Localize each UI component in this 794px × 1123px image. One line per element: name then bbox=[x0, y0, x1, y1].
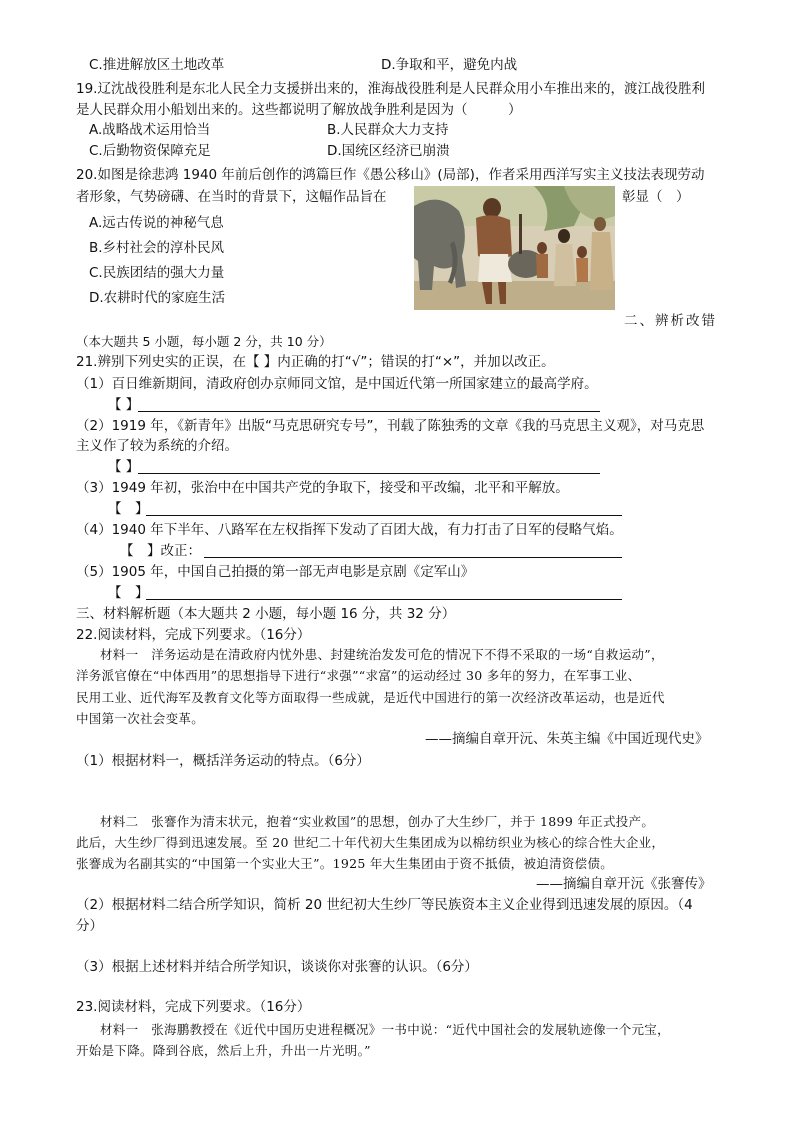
q21-item-2-answer-line[interactable] bbox=[138, 473, 600, 474]
q18-option-c: C.推进解放区土地改革 bbox=[89, 57, 225, 73]
q21-item-2-line2: 主义作了较为系统的介绍。 bbox=[76, 438, 238, 454]
q20-stem-line1: 20.如图是徐悲鸿 1940 年前后创作的鸿篇巨作《愚公移山》(局部)，作者采用西洋写实主义技法表现劳动 bbox=[76, 167, 705, 183]
q21-item-2-bracket: 【 】 bbox=[108, 459, 140, 475]
q23-material1-line2: 开始是下降。降到谷底，然后上升，升出一片光明。” bbox=[76, 1043, 371, 1058]
q19-option-d: D.国统区经济已崩溃 bbox=[327, 143, 450, 159]
q22-material1-source: ——摘编自章开沅、朱英主编《中国近现代史》 bbox=[425, 731, 709, 747]
q19-option-c: C.后勤物资保障充足 bbox=[89, 143, 211, 159]
section3-title: 三、材料解析题（本大题共 2 小题，每小题 16 分，共 32 分） bbox=[76, 606, 456, 622]
q19-stem-line1: 19.辽沈战役胜利是东北人民全力支援拼出来的，淮海战役胜利是人民群众用小车推出来的，渡江战役胜利 bbox=[76, 81, 705, 97]
q21-item-2-line1: （2）1919 年，《新青年》出版“马克思研究专号”，刊载了陈独秀的文章《我的马克思主义观》，对马克思 bbox=[76, 418, 705, 434]
q22-material2-line2: 此后，大生纱厂得到迅速发展。至 20 世纪二十年代初大生集团成为以棉纺织业为核心的综合性大企业， bbox=[76, 835, 665, 850]
q21-item-4: （4）1940 年下半年、八路军在左权指挥下发动了百团大战，有力打击了日军的侵略气焰。 bbox=[76, 522, 623, 538]
q23-stem: 23.阅读材料，完成下列要求。（16分） bbox=[76, 999, 311, 1015]
q21-item-5-answer-line[interactable] bbox=[146, 599, 622, 600]
q21-item-3: （3）1949 年初，张治中在中国共产党的争取下，接受和平改编，北平和平解放。 bbox=[76, 480, 569, 496]
q22-material1-line2: 洋务派官僚在“中体西用”的思想指导下进行“求强”“求富”的运动经过 30 多年的努力，在军事工业、 bbox=[76, 668, 641, 683]
q20-option-b: B.乡村社会的淳朴民风 bbox=[89, 240, 225, 256]
q22-material2-source: ——摘编自章开沅《张謇传》 bbox=[536, 876, 712, 892]
q21-item-3-answer-line[interactable] bbox=[146, 515, 622, 516]
q19-stem-line2: 是人民群众用小船划出来的。这些都说明了解放战争胜利是因为（ ） bbox=[76, 102, 522, 118]
section2-title: 二、辨析改错 bbox=[624, 313, 717, 329]
q22-material2-line1: 材料二 张謇作为清末状元，抱着“实业救国”的思想，创办了大生纱厂，并于 1899 年正式投产。 bbox=[100, 814, 655, 829]
q19-option-a: A.战略战术运用恰当 bbox=[89, 122, 211, 138]
q22-stem: 22.阅读材料，完成下列要求。（16分） bbox=[76, 627, 311, 643]
q22-subquestion-1: （1）根据材料一，概括洋务运动的特点。（6分） bbox=[76, 753, 370, 769]
q18-option-d: D.争取和平，避免内战 bbox=[381, 57, 518, 73]
q21-item-5-bracket: 【 】 bbox=[108, 585, 149, 601]
q20-stem-line2: 者形象，气势磅礴、在当时的背景下，这幅作品旨在 bbox=[76, 189, 387, 205]
q22-subquestion-2-line2: 分） bbox=[76, 918, 103, 934]
q21-item-4-answer-line[interactable] bbox=[204, 557, 622, 558]
q21-stem: 21.辨别下列史实的正误，在【 】内正确的打“√”；错误的打“×”，并加以改正。 bbox=[76, 354, 555, 370]
q21-item-1: （1）百日维新期间，清政府创办京师同文馆，是中国近代第一所国家建立的最高学府。 bbox=[76, 376, 598, 392]
q22-material1-line3: 民用工业、近代海军及教育文化等方面取得一些成就，是近代中国进行的第一次经济改革运动，也是近代 bbox=[76, 690, 665, 705]
q21-item-3-bracket: 【 】 bbox=[108, 501, 149, 517]
q22-subquestion-3: （3）根据上述材料并结合所学知识，谈谈你对张謇的认识。（6分） bbox=[76, 959, 478, 975]
q22-material2-line3: 张謇成为名副其实的“中国第一个实业大王”。1925 年大生集团由于资不抵债，被迫清资偿债。 bbox=[76, 856, 614, 871]
q20-stem-line2-tail: 彰显（ ） bbox=[622, 189, 690, 205]
q21-item-1-bracket: 【 】 bbox=[108, 397, 140, 413]
q21-item-1-answer-line[interactable] bbox=[138, 411, 600, 412]
q21-item-5: （5）1905 年，中国自己拍摄的第一部无声电影是京剧《定军山》 bbox=[76, 564, 475, 580]
q22-subquestion-2-line1: （2）根据材料二结合所学知识，简析 20 世纪初大生纱厂等民族资本主义企业得到迅速发展的原因。（4 bbox=[76, 897, 693, 913]
q20-option-a: A.远古传说的神秘气息 bbox=[89, 215, 224, 231]
q20-option-c: C.民族团结的强大力量 bbox=[89, 265, 225, 281]
q22-material1-line4: 中国第一次社会变革。 bbox=[76, 711, 205, 726]
q19-option-b: B.人民群众大力支持 bbox=[327, 122, 449, 138]
q21-item-4-correct-label: 【 】改正： bbox=[120, 543, 201, 559]
q23-material1-line1: 材料一 张海鹏教授在《近代中国历史进程概况》一书中说：“近代中国社会的发展轨迹像一个元宝， bbox=[100, 1022, 670, 1037]
q20-option-d: D.农耕时代的家庭生活 bbox=[89, 290, 226, 306]
q22-material1-line1: 材料一 洋务运动是在清政府内忧外患、封建统治发发可危的情况下不得不采取的一场“自救运动”， bbox=[100, 647, 664, 662]
section2-note: （本大题共 5 小题，每小题 2 分，共 10 分） bbox=[76, 334, 332, 349]
painting-yugong-yishan bbox=[414, 186, 615, 310]
